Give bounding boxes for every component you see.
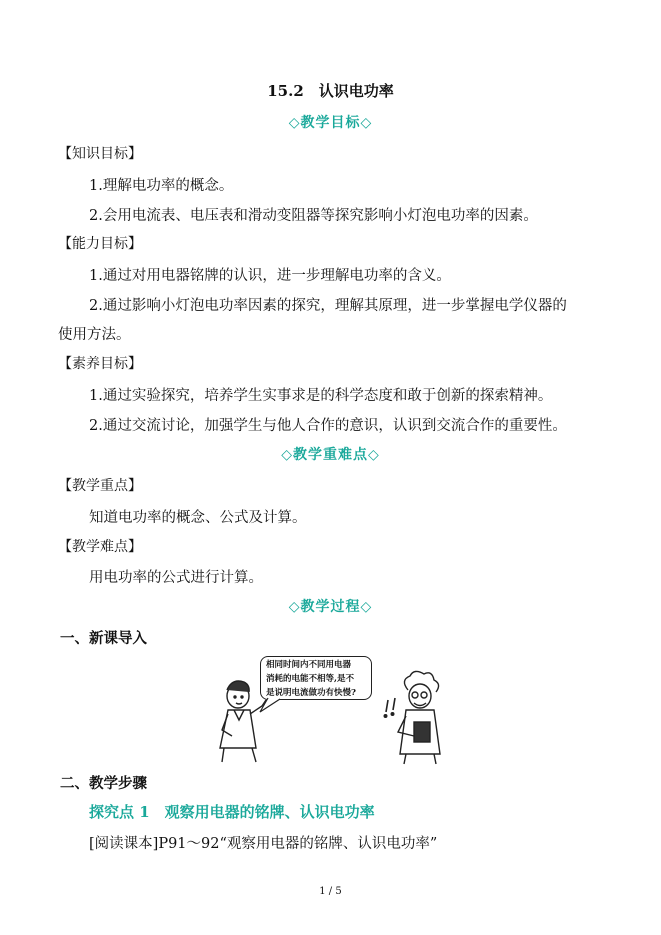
- label-ability: 【能力目标】: [58, 236, 142, 252]
- ability-item-2: 2.通过影响小灯泡电功率因素的探究，理解其原理，进一步掌握电学仪器的: [89, 298, 567, 314]
- section-key-points: ◇教学重难点◇: [281, 447, 380, 463]
- bubble-line-2: 消耗的电能不相等,是不: [266, 674, 354, 684]
- boy-figure: [220, 681, 266, 762]
- label-literacy: 【素养目标】: [58, 356, 142, 372]
- ability-item-2-cont: 使用方法。: [58, 327, 131, 343]
- knowledge-item-1: 1.理解电功率的概念。: [89, 178, 234, 194]
- illustration-dialogue: [210, 650, 450, 765]
- label-knowledge: 【知识目标】: [58, 146, 142, 162]
- label-focus: 【教学重点】: [58, 478, 142, 494]
- knowledge-item-2: 2.会用电流表、电压表和滑动变阻器等探究影响小灯泡电功率的因素。: [89, 208, 538, 224]
- ability-item-1: 1.通过对用电器铭牌的认识，进一步理解电功率的含义。: [89, 268, 451, 284]
- difficulty-text: 用电功率的公式进行计算。: [89, 570, 263, 586]
- page-title: 15.2 认识电功率: [267, 82, 394, 100]
- exclamation-marks: [384, 698, 395, 717]
- part1-heading: 一、新课导入: [60, 630, 147, 647]
- section-objectives: ◇教学目标◇: [288, 115, 373, 131]
- inquiry-point-1: 探究点 1 观察用电器的铭牌、认识电功率: [89, 803, 375, 821]
- bubble-line-3: 是说明电流做功有快慢?: [266, 688, 356, 698]
- reading-assignment: [阅读课本]P91～92“观察用电器的铭牌、认识电功率”: [89, 836, 438, 852]
- scientist-figure: [398, 671, 440, 764]
- literacy-item-1: 1.通过实验探究，培养学生实事求是的科学态度和敢于创新的探索精神。: [89, 388, 553, 404]
- bubble-line-1: 相同时间内不同用电器: [266, 660, 352, 670]
- section-process: ◇教学过程◇: [288, 599, 373, 615]
- literacy-item-2: 2.通过交流讨论，加强学生与他人合作的意识，认识到交流合作的重要性。: [89, 418, 567, 434]
- page-number: 1 / 5: [319, 886, 342, 897]
- label-difficulty: 【教学难点】: [58, 539, 142, 555]
- focus-text: 知道电功率的概念、公式及计算。: [89, 510, 307, 526]
- cartoon-figures: [210, 650, 450, 765]
- part2-heading: 二、教学步骤: [60, 775, 147, 792]
